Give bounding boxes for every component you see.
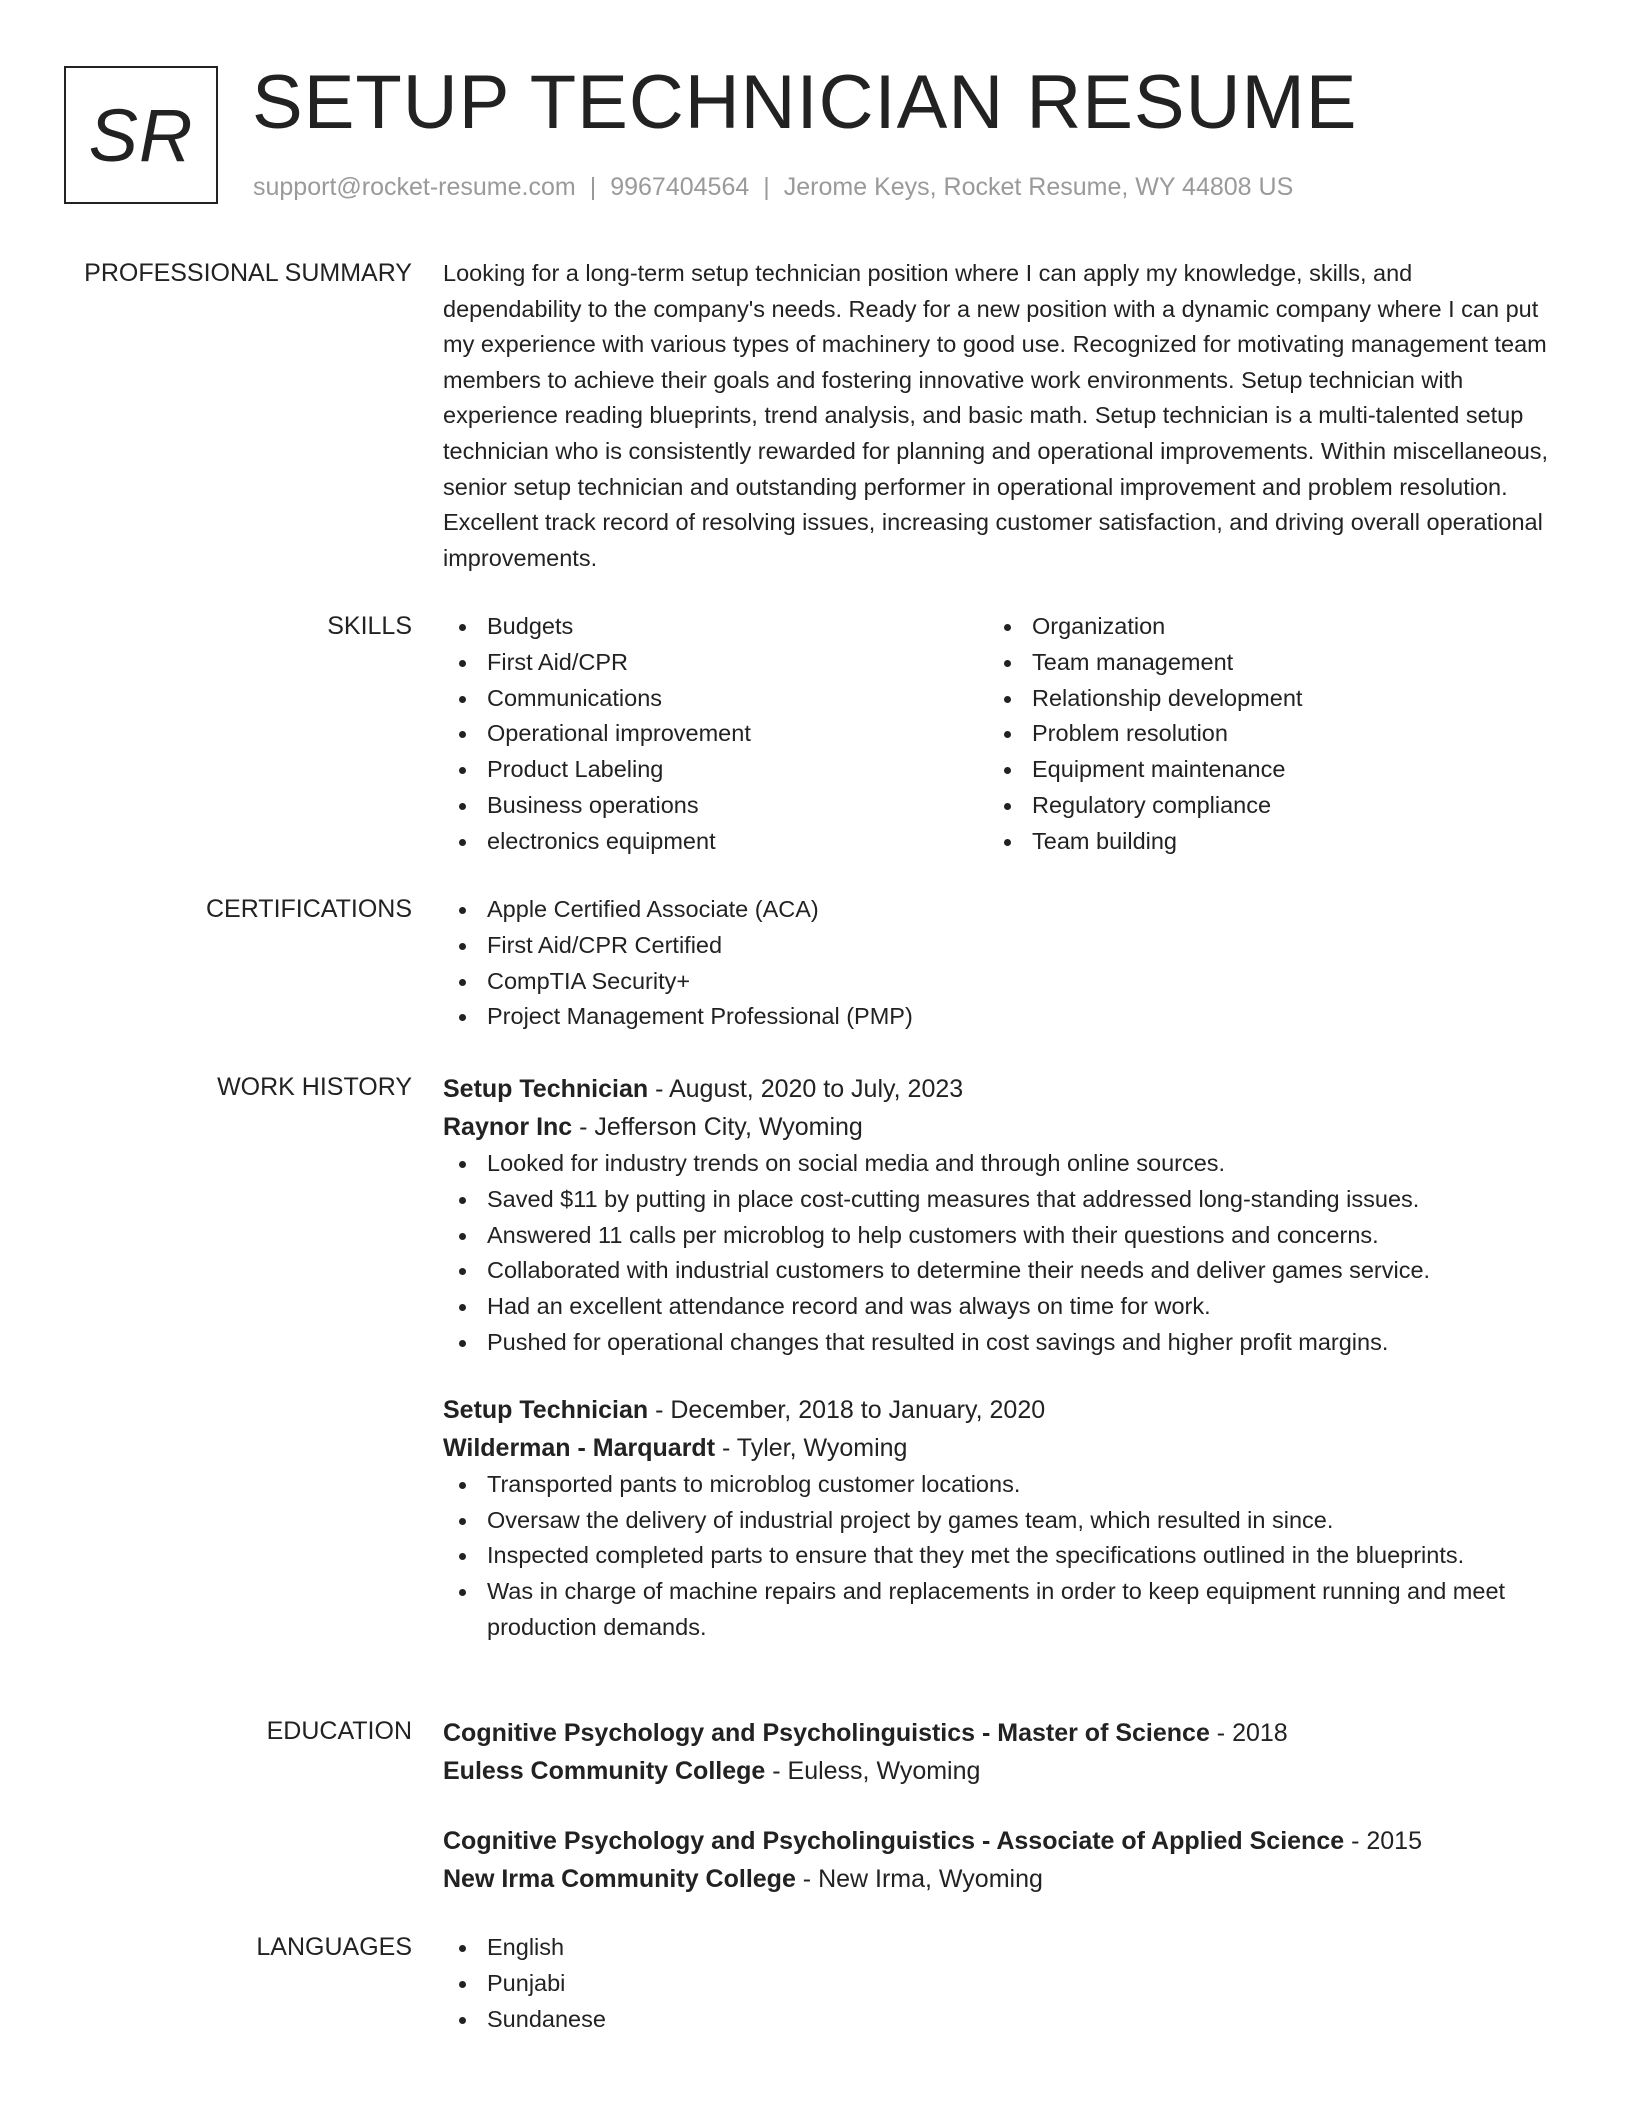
- certification-item: First Aid/CPR Certified: [443, 928, 1555, 964]
- degree-line: [443, 1822, 1555, 1860]
- education-entry: [443, 1714, 1555, 1790]
- education-entry: [443, 1822, 1555, 1898]
- job-duty: Inspected completed parts to ensure that they met the specifications outlined in the blueprints.: [443, 1538, 1555, 1574]
- separator: |: [589, 173, 597, 201]
- skill-item: Operational improvement: [443, 716, 988, 752]
- summary-text: Looking for a long-term setup technician position where I can apply my knowledge, skills, and dependability to the company's needs. Ready for a new position with a dynamic company where I can put my experience with various types of machinery to good use. Recognized for motivating management team members to achieve their goals and fostering innovative work environments. Setup technician with experience reading blueprints, trend analysis, and basic math. Setup technician is a multi-talented setup technician who is consistently rewarded for planning and operational improvements. Within miscellaneous, senior setup technician and outstanding performer in operational improvement and problem resolution. Excellent track record of resolving issues, increasing customer satisfaction, and driving overall operational improvements.: [443, 260, 1549, 571]
- job-company: Wilderman - Marquardt: [443, 1433, 716, 1462]
- school: New Irma Community College: [443, 1865, 796, 1893]
- job-duty: Collaborated with industrial customers to determine their needs and deliver games service.: [443, 1253, 1555, 1289]
- school-location: - Euless, Wyoming: [765, 1757, 981, 1785]
- job-title-line: [443, 1391, 1555, 1429]
- school-line: [443, 1752, 1555, 1790]
- languages-list: [443, 1930, 1555, 2037]
- job-duties-list: [443, 1467, 1555, 1646]
- job-dates: - December, 2018 to January, 2020: [648, 1395, 1046, 1424]
- skill-item: Regulatory compliance: [988, 788, 1533, 824]
- job-duty: Saved $11 by putting in place cost-cutting measures that addressed long-standing issues.: [443, 1182, 1555, 1218]
- certification-item: Project Management Professional (PMP): [443, 999, 1555, 1035]
- job-duty: Oversaw the delivery of industrial project by games team, which resulted in since.: [443, 1503, 1555, 1539]
- skill-item: Business operations: [443, 788, 988, 824]
- resume-title: SETUP TECHNICIAN RESUME: [252, 60, 1358, 145]
- degree: Cognitive Psychology and Psycholinguistics - Associate of Applied Science: [443, 1827, 1345, 1855]
- job-company-line: [443, 1108, 1555, 1146]
- contact-email[interactable]: support@rocket-resume.com: [253, 173, 576, 201]
- job-dates: - August, 2020 to July, 2023: [648, 1075, 964, 1103]
- job-company-line: [443, 1429, 1555, 1467]
- separator: |: [763, 173, 770, 201]
- skills-list-left: [443, 609, 988, 860]
- school: Euless Community College: [443, 1757, 766, 1785]
- section-heading-education: EDUCATION: [266, 1717, 412, 1745]
- section-heading-certifications: CERTIFICATIONS: [205, 895, 412, 923]
- job-duty: Answered 11 calls per microblog to help customers with their questions and concerns.: [443, 1218, 1555, 1254]
- contact-line: [253, 173, 1293, 202]
- job-title-line: [443, 1070, 1555, 1108]
- degree-year: - 2018: [1209, 1719, 1288, 1747]
- job-duty: Looked for industry trends on social media and through online sources.: [443, 1146, 1555, 1182]
- skill-item: Relationship development: [988, 681, 1533, 717]
- skill-item: Budgets: [443, 609, 988, 645]
- job-entry: [443, 1070, 1555, 1361]
- degree-line: [443, 1714, 1555, 1752]
- job-duty: Was in charge of machine repairs and replacements in order to keep equipment running and meet production demands.: [443, 1574, 1555, 1646]
- skills-list-right: [988, 609, 1533, 860]
- degree: Cognitive Psychology and Psycholinguistics - Master of Science: [443, 1719, 1210, 1747]
- skill-item: Equipment maintenance: [988, 752, 1533, 788]
- skill-item: Team building: [988, 824, 1533, 860]
- skill-item: Team management: [988, 645, 1533, 681]
- school-line: [443, 1860, 1555, 1898]
- school-location: - New Irma, Wyoming: [795, 1865, 1043, 1893]
- job-title: Setup Technician: [443, 1075, 649, 1103]
- section-heading-summary: PROFESSIONAL SUMMARY: [84, 259, 412, 287]
- job-duty: Transported pants to microblog customer locations.: [443, 1467, 1555, 1503]
- skill-item: Communications: [443, 681, 988, 717]
- certifications-list: [443, 892, 1555, 1035]
- job-entry: [443, 1391, 1555, 1646]
- job-duties-list: [443, 1146, 1555, 1361]
- certification-item: CompTIA Security+: [443, 964, 1555, 1000]
- language-item: Sundanese: [443, 2002, 1555, 2038]
- skill-item: Product Labeling: [443, 752, 988, 788]
- job-duty: Had an excellent attendance record and was always on time for work.: [443, 1289, 1555, 1325]
- job-company: Raynor Inc: [443, 1113, 573, 1141]
- skill-item: Problem resolution: [988, 716, 1533, 752]
- contact-phone[interactable]: 9967404564: [610, 173, 750, 201]
- job-location: - Jefferson City, Wyoming: [572, 1113, 863, 1141]
- monogram-logo: SR: [64, 66, 218, 204]
- degree-year: - 2015: [1344, 1827, 1422, 1855]
- skill-item: Organization: [988, 609, 1533, 645]
- language-item: Punjabi: [443, 1966, 1555, 2002]
- skill-item: electronics equipment: [443, 824, 988, 860]
- section-heading-skills: SKILLS: [327, 612, 412, 640]
- job-title: Setup Technician: [443, 1395, 649, 1424]
- skill-item: First Aid/CPR: [443, 645, 988, 681]
- language-item: English: [443, 1930, 1555, 1966]
- job-location: - Tyler, Wyoming: [715, 1433, 908, 1462]
- section-heading-work: WORK HISTORY: [217, 1073, 412, 1101]
- contact-address: Jerome Keys, Rocket Resume, WY 44808 US: [783, 173, 1294, 201]
- section-heading-languages: LANGUAGES: [256, 1933, 412, 1961]
- certification-item: Apple Certified Associate (ACA): [443, 892, 1555, 928]
- job-duty: Pushed for operational changes that resulted in cost savings and higher profit margins.: [443, 1325, 1555, 1361]
